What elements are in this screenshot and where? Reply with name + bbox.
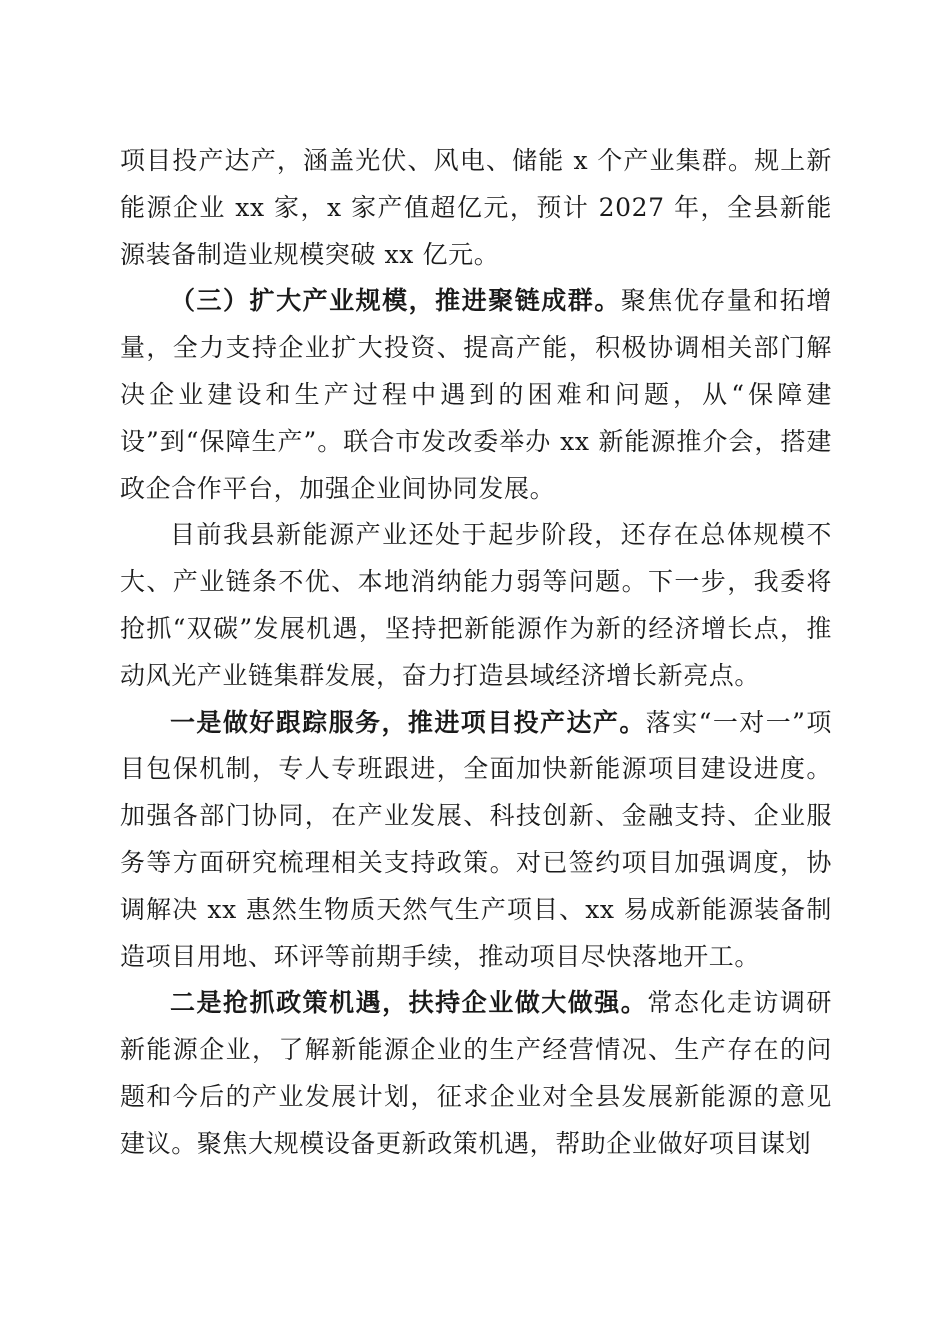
paragraph-expand-scale — [120, 278, 832, 512]
paragraph-text: 聚焦优存量和拓增量，全力支持企业扩大投资、提高产能，积极协调相关部门解决企业建设和生产过程中遇到的困难和问题，从“保障建设”到“保障生产”。联合市发改委举办 xx 新能源推介会，搭建政企合作平台，加强企业间协同发展。 — [120, 286, 832, 503]
paragraph-policy-opportunity — [120, 980, 832, 1167]
paragraph-heading: 一是做好跟踪服务，推进项目投产达产。 — [170, 707, 646, 737]
paragraph-text: 目前我县新能源产业还处于起步阶段，还存在总体规模不大、产业链条不优、本地消纳能力弱等问题。下一步，我委将抢抓“双碳”发展机遇，坚持把新能源作为新的经济增长点，推动风光产业链集群发展，奋力打造县域经济增长新亮点。 — [120, 520, 832, 690]
paragraph-text: 常态化走访调研新能源企业，了解新能源企业的生产经营情况、生产存在的问题和今后的产业发展计划，征求企业对全县发展新能源的意见建议。聚焦大规模设备更新政策机遇，帮助企业做好项目谋划 — [120, 988, 832, 1158]
paragraph-current-status — [120, 512, 832, 699]
paragraph-tracking-service — [120, 700, 832, 981]
paragraph-continuation — [120, 138, 832, 278]
paragraph-text: 项目投产达产，涵盖光伏、风电、储能 x 个产业集群。规上新能源企业 xx 家，x 家产值超亿元，预计 2027 年，全县新能源装备制造业规模突破 xx 亿元。 — [120, 146, 832, 269]
paragraph-heading: 二是抢抓政策机遇，扶持企业做大做强。 — [170, 988, 648, 1018]
paragraph-heading: （三）扩大产业规模，推进聚链成群。 — [170, 286, 621, 316]
paragraph-text: 落实“一对一”项目包保机制，专人专班跟进，全面加快新能源项目建设进度。加强各部门协同，在产业发展、科技创新、金融支持、企业服务等方面研究梳理相关支持政策。对已签约项目加强调度，协调解决 xx 惠然生物质天然气生产项目、xx 易成新能源装备制造项目用地、环评等前期手续，推动项目尽快落地开工。 — [120, 707, 832, 971]
document-body — [120, 138, 832, 1168]
